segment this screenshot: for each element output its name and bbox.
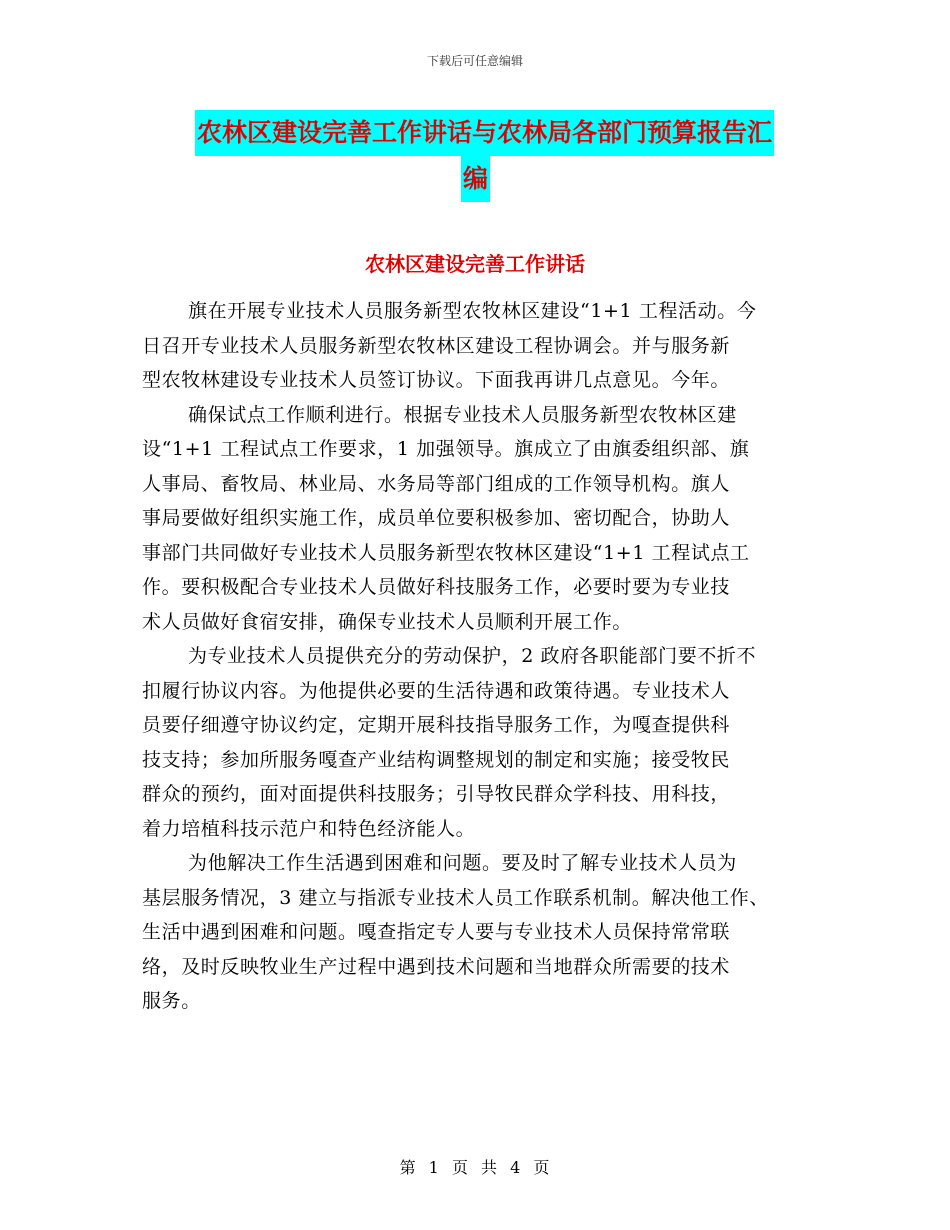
text-line: 作。要积极配合专业技术人员做好科技服务工作，必要时要为专业技 <box>142 576 731 598</box>
text-line: 着力培植科技示范户和特色经济能人。 <box>142 817 476 840</box>
text-line: 型农牧林建设专业技术人员签订协议。下面我再讲几点意见。今年。 <box>142 369 731 391</box>
text-line: 事局要做好组织实施工作，成员单位要积极参加、密切配合，协助人 <box>142 507 731 529</box>
text-line: 服务。 <box>142 990 201 1012</box>
text-line: 设“1+1 工程试点工作要求，1 加强领导。旗成立了由旗委组织部、旗 <box>142 438 750 460</box>
text-line: 扣履行协议内容。为他提供必要的生活待遇和政策待遇。专业技术人 <box>142 679 731 702</box>
text-line: 确保试点工作顺利进行。根据专业技术人员服务新型农牧林区建 <box>188 403 737 426</box>
paragraph-1 <box>142 294 812 398</box>
text-line: 员要仔细遵守协议约定，定期开展科技指导服务工作，为嘎查提供科 <box>142 714 731 736</box>
document-body <box>142 294 812 1019</box>
text-line: 生活中遇到困难和问题。嘎查指定专人要与专业技术人员保持常常联 <box>142 921 731 943</box>
paragraph-2 <box>142 398 812 640</box>
text-line: 事部门共同做好专业技术人员服务新型农牧林区建设“1+1 工程试点工 <box>142 541 750 564</box>
document-title-line-1: 农林区建设完善工作讲话与农林局各部门预算报告汇 <box>195 110 774 156</box>
paragraph-4 <box>142 846 812 1019</box>
document-title-line-2: 编 <box>461 156 490 202</box>
text-line: 旗在开展专业技术人员服务新型农牧林区建设“1+1 工程活动。今 <box>188 300 757 322</box>
text-line: 为专业技术人员提供充分的劳动保护，2 政府各职能部门要不折不 <box>188 645 757 667</box>
page-footer: 第 1 页 共 4 页 <box>399 1158 551 1177</box>
paragraph-3 <box>142 639 812 846</box>
text-line: 为他解决工作生活遇到困难和问题。要及时了解专业技术人员为 <box>188 852 737 874</box>
text-line: 人事局、畜牧局、林业局、水务局等部门组成的工作领导机构。旗人 <box>142 472 731 495</box>
text-line: 络，及时反映牧业生产过程中遇到技术问题和当地群众所需要的技术 <box>142 955 731 978</box>
header-note: 下载后可任意编辑 <box>426 54 523 68</box>
text-line: 术人员做好食宿安排，确保专业技术人员顺利开展工作。 <box>142 610 633 633</box>
text-line: 技支持；参加所服务嘎查产业结构调整规划的制定和实施；接受牧民 <box>142 748 731 771</box>
text-line: 基层服务情况，3 建立与指派专业技术人员工作联系机制。解决他工作、 <box>142 886 769 909</box>
text-line: 日召开专业技术人员服务新型农牧林区建设工程协调会。并与服务新 <box>142 334 731 357</box>
text-line: 群众的预约，面对面提供科技服务；引导牧民群众学科技、用科技， <box>142 783 731 805</box>
section-title: 农林区建设完善工作讲话 <box>365 252 585 276</box>
